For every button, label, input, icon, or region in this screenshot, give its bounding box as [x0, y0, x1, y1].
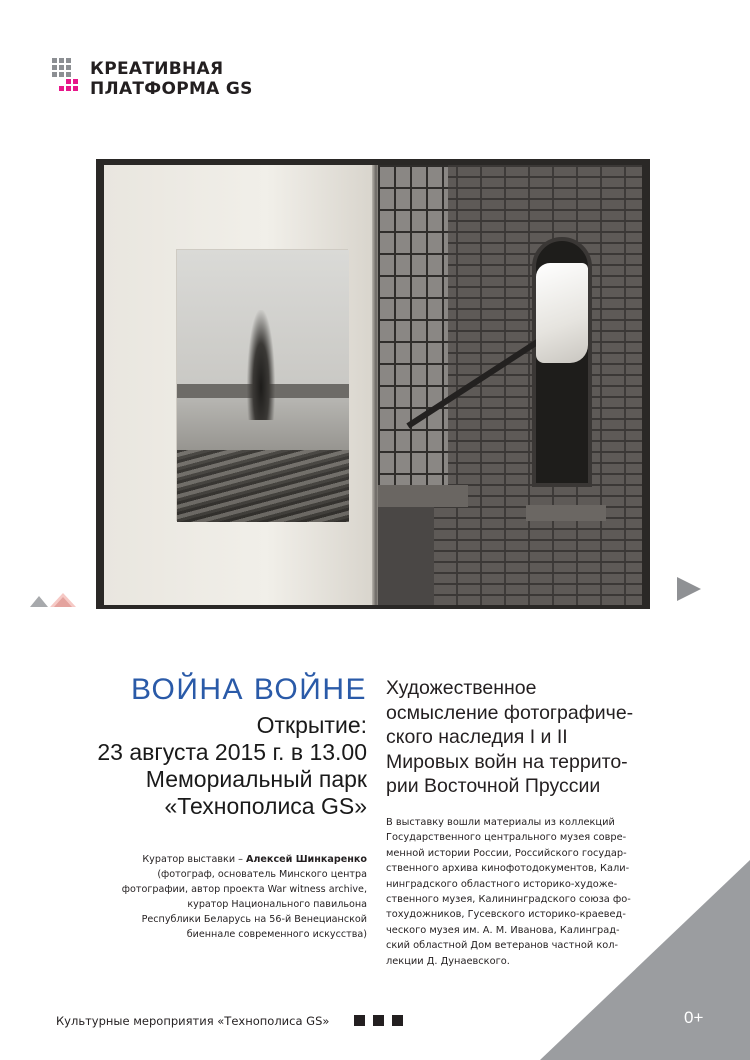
opening-venue: Мемориальный парк	[145, 766, 367, 792]
exhibition-description: В выставку вошли материалы из коллекций Государственного центрального музея совре- менной истории России, Российского государ- ственного архива кинофотодокументов, Кали- нинградского областного историко-художе- ственного музея, Калининградского союза фо- тохудожников, Гусевского историко-краевед- ческого музея им. А. М. Иванова, Калинград- ский областной Дом ветеранов частной кол- лекции Д. Дунаевского.	[386, 817, 631, 967]
opening-date: 23 августа 2015 г. в 13.00	[97, 739, 367, 765]
curator-line-2: (фотограф, основатель Минского центра	[157, 869, 367, 880]
triangle-pink-inner-icon	[54, 597, 72, 607]
exhibition-subtitle: Художественное осмысление фотографиче- ского наследия I и II Мировых войн на террито- рии Восточной Пруссии	[386, 677, 634, 797]
book-left-page	[104, 165, 376, 605]
logo-line-1: КРЕАТИВНАЯ	[90, 59, 224, 79]
curator-line-4: куратор Национального павильона	[187, 899, 367, 910]
triangle-grey-small-icon	[30, 596, 48, 607]
triangle-right-arrow-icon	[677, 577, 701, 601]
opening-venue-name: «Технополиса GS»	[164, 793, 367, 819]
opening-info	[40, 712, 367, 820]
logo-text	[90, 59, 253, 99]
explosion-splash-icon	[247, 310, 275, 420]
logo-line-2: ПЛАТФОРМА GS	[90, 79, 253, 99]
book-right-page	[378, 165, 642, 605]
curator-name: Алексей Шинкаренко	[245, 854, 367, 865]
curator-info	[120, 852, 367, 942]
curator-line-5: Республики Беларусь на 56-й Венецианской	[141, 914, 367, 925]
footer-squares-icon	[354, 1015, 414, 1027]
white-flag-icon	[536, 263, 588, 363]
barred-window	[378, 165, 448, 485]
opening-label: Открытие:	[256, 712, 367, 738]
book-photo	[96, 159, 650, 609]
curator-line-6: биеннале современного искусства)	[186, 929, 367, 940]
exhibition-title: ВОЙНА ВОЙНЕ	[130, 673, 367, 706]
logo-mark-icon	[52, 58, 78, 98]
footer-text: Культурные мероприятия «Технополиса GS»	[56, 1014, 330, 1028]
logo	[52, 54, 312, 104]
explosion-photo	[176, 249, 348, 521]
age-rating: 0+	[684, 1008, 704, 1027]
curator-line-3: фотографии, автор проекта War witness archive,	[121, 884, 367, 895]
curator-line-1: Куратор выставки – Алексей Шинкаренко	[142, 854, 367, 865]
